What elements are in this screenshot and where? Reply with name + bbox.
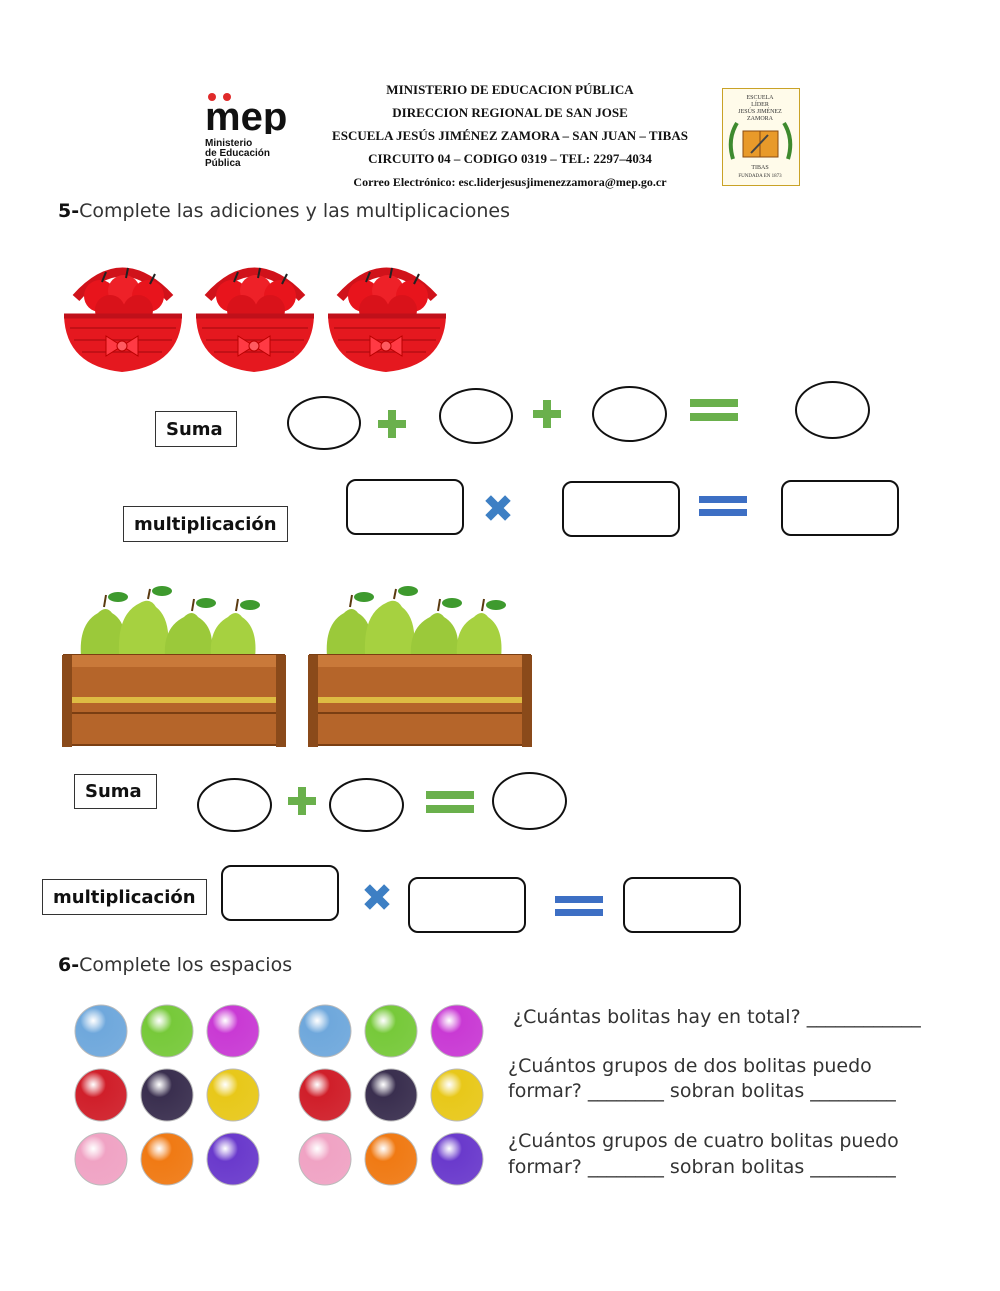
school-crest <box>722 88 800 186</box>
apples-sum-result[interactable] <box>795 381 870 439</box>
crest-text-6: FUNDADA EN 1873 <box>738 174 782 179</box>
equals-icon <box>555 896 603 918</box>
header-line-1: MINISTERIO DE EDUCACION PÚBLICA <box>386 82 634 97</box>
crest-text-4: ZAMORA <box>746 116 774 122</box>
marble <box>75 1069 127 1121</box>
marble <box>207 1005 259 1057</box>
apple-basket-3 <box>328 268 446 372</box>
header-line-5: Correo Electrónico: esc.liderjesusjimenezzamora@mep.go.cr <box>353 175 667 189</box>
mep-logo <box>205 92 305 169</box>
marble <box>141 1005 193 1057</box>
logo-sub-1: Ministerio <box>205 138 253 149</box>
pears-sum-result[interactable] <box>492 772 567 830</box>
crest-text-3: JESÚS JIMÉNEZ <box>738 109 782 115</box>
section-5-title <box>58 200 510 222</box>
marble <box>299 1005 351 1057</box>
marble <box>431 1005 483 1057</box>
header-line-2: DIRECCION REGIONAL DE SAN JOSE <box>392 105 628 120</box>
crest-text-5: TIBAS <box>751 165 769 171</box>
pears-sum-input-1[interactable] <box>197 778 272 832</box>
apples-mult-input-1[interactable] <box>346 479 464 535</box>
apple-baskets <box>62 258 452 378</box>
plus-icon <box>378 410 406 438</box>
marble <box>431 1133 483 1185</box>
question-pairs-line-2: formar? ________ sobran bolitas _________ <box>508 1080 896 1102</box>
crest-text-2: LÍDER <box>751 102 769 108</box>
header-line-3: ESCUELA JESÚS JIMÉNEZ ZAMORA – SAN JUAN – TIBAS <box>332 128 688 143</box>
section-5-text: Complete las adiciones y las multiplicaciones <box>79 200 510 222</box>
equals-icon <box>699 496 747 518</box>
apples-mult-input-2[interactable] <box>562 481 680 537</box>
question-pairs-line-1: ¿Cuántos grupos de dos bolitas puedo <box>508 1055 872 1077</box>
apples-sum-input-2[interactable] <box>439 388 513 444</box>
pears-sum-input-2[interactable] <box>329 778 404 832</box>
apple-basket-2 <box>196 268 314 372</box>
pears-suma-label: Suma <box>74 774 157 809</box>
section-6-title <box>58 954 292 976</box>
section-6-number: 6- <box>58 954 80 976</box>
equals-icon <box>426 791 474 815</box>
times-icon <box>363 883 391 911</box>
section-5-number: 5- <box>58 200 80 222</box>
plus-icon <box>288 787 316 815</box>
marble <box>365 1069 417 1121</box>
pears-mult-label: multiplicación <box>42 879 207 915</box>
marble <box>431 1069 483 1121</box>
question-fours-line-2: formar? ________ sobran bolitas _________ <box>508 1156 896 1178</box>
header-line-4: CIRCUITO 04 – CODIGO 0319 – TEL: 2297–4034 <box>368 151 652 166</box>
marble <box>141 1133 193 1185</box>
question-fours-line-1: ¿Cuántos grupos de cuatro bolitas puedo <box>508 1130 899 1152</box>
svg-text:mep: mep <box>205 95 288 134</box>
mep-logo-mark <box>205 92 305 134</box>
marble <box>207 1069 259 1121</box>
apples-sum-input-3[interactable] <box>592 386 667 442</box>
pears-mult-result[interactable] <box>623 877 741 933</box>
pears-mult-input-1[interactable] <box>221 865 339 921</box>
section-6-text: Complete los espacios <box>79 954 293 976</box>
marble-grid-2 <box>292 998 492 1198</box>
marble <box>141 1069 193 1121</box>
apple-basket-1 <box>64 268 182 372</box>
marble <box>75 1005 127 1057</box>
marble <box>365 1005 417 1057</box>
apples-mult-result[interactable] <box>781 480 899 536</box>
apples-suma-label: Suma <box>155 411 237 447</box>
crest-text-1: ESCUELA <box>746 95 774 101</box>
pear-crate-1 <box>62 586 286 747</box>
marble <box>299 1069 351 1121</box>
apples-sum-input-1[interactable] <box>287 396 361 450</box>
marble <box>75 1133 127 1185</box>
marble <box>365 1133 417 1185</box>
pears-mult-input-2[interactable] <box>408 877 526 933</box>
times-icon <box>484 494 512 522</box>
pear-crates <box>62 585 537 750</box>
marble <box>207 1133 259 1185</box>
marble-grid-1 <box>68 998 268 1198</box>
marble <box>299 1133 351 1185</box>
question-total: ¿Cuántas bolitas hay en total? ____________ <box>513 1006 921 1028</box>
pear-crate-2 <box>308 586 532 747</box>
plus-icon <box>533 400 561 428</box>
logo-sub-2: de Educación Pública <box>205 148 271 169</box>
apples-mult-label: multiplicación <box>123 506 288 542</box>
equals-icon <box>690 399 738 425</box>
